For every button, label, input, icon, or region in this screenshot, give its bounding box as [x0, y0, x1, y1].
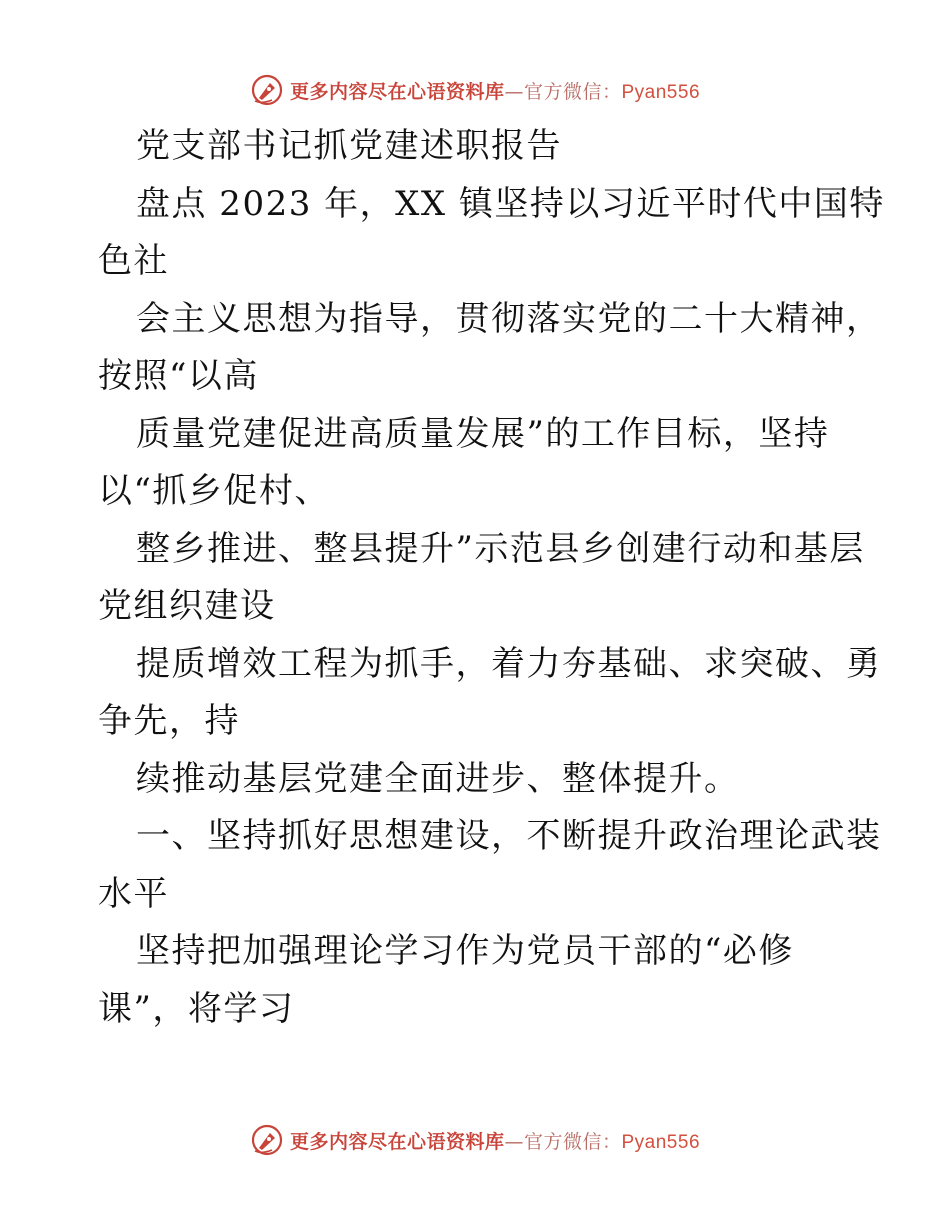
watermark-official-label: 官方微信： — [523, 80, 622, 103]
paragraph-line: 提质增效工程为抓手，着力夯基础、求突破、勇 — [136, 643, 882, 684]
watermark-wechat-id: Pyan556 — [621, 81, 701, 103]
paragraph-line: 会主义思想为指导，贯彻落实党的二十大精神， — [136, 298, 882, 339]
paragraph-line: 整乡推进、整县提升”示范县乡创建行动和基层 — [136, 528, 865, 569]
paragraph-line: 色社 — [98, 241, 169, 281]
paragraph-line: 坚持把加强理论学习作为党员干部的“必修 — [136, 931, 794, 971]
paragraph-line: 按照“以高 — [98, 356, 259, 396]
watermark-separator: — — [504, 80, 524, 103]
header-watermark — [0, 70, 950, 110]
watermark-official-label: 官方微信： — [523, 1130, 622, 1153]
paragraph-line: 质量党建促进高质量发展”的工作目标，坚持 — [136, 413, 830, 454]
paragraph-line: 以“抓乡促村、 — [98, 471, 330, 511]
pen-nib-logo-icon — [250, 73, 284, 107]
watermark-separator: — — [504, 1130, 524, 1153]
paragraph-line: 盘点 2023 年，XX 镇坚持以习近平时代中国特 — [136, 183, 885, 224]
paragraph-line: 一、坚持抓好思想建设，不断提升政治理论武装 — [136, 816, 882, 856]
watermark-main-text: 更多内容尽在心语资料库 — [289, 1130, 505, 1153]
document-title: 党支部书记抓党建述职报告 — [136, 126, 562, 166]
document-body — [98, 118, 885, 1038]
footer-watermark — [0, 1120, 950, 1160]
paragraph-line: 续推动基层党建全面进步、整体提升。 — [136, 758, 740, 799]
paragraph-line: 党组织建设 — [98, 586, 276, 626]
watermark-wechat-id: Pyan556 — [621, 1131, 701, 1153]
watermark-main-text: 更多内容尽在心语资料库 — [289, 80, 505, 103]
paragraph-line: 水平 — [98, 873, 169, 914]
paragraph-line: 争先，持 — [98, 701, 240, 741]
pen-nib-logo-icon — [250, 1123, 284, 1157]
paragraph-line: 课”，将学习 — [98, 988, 295, 1029]
